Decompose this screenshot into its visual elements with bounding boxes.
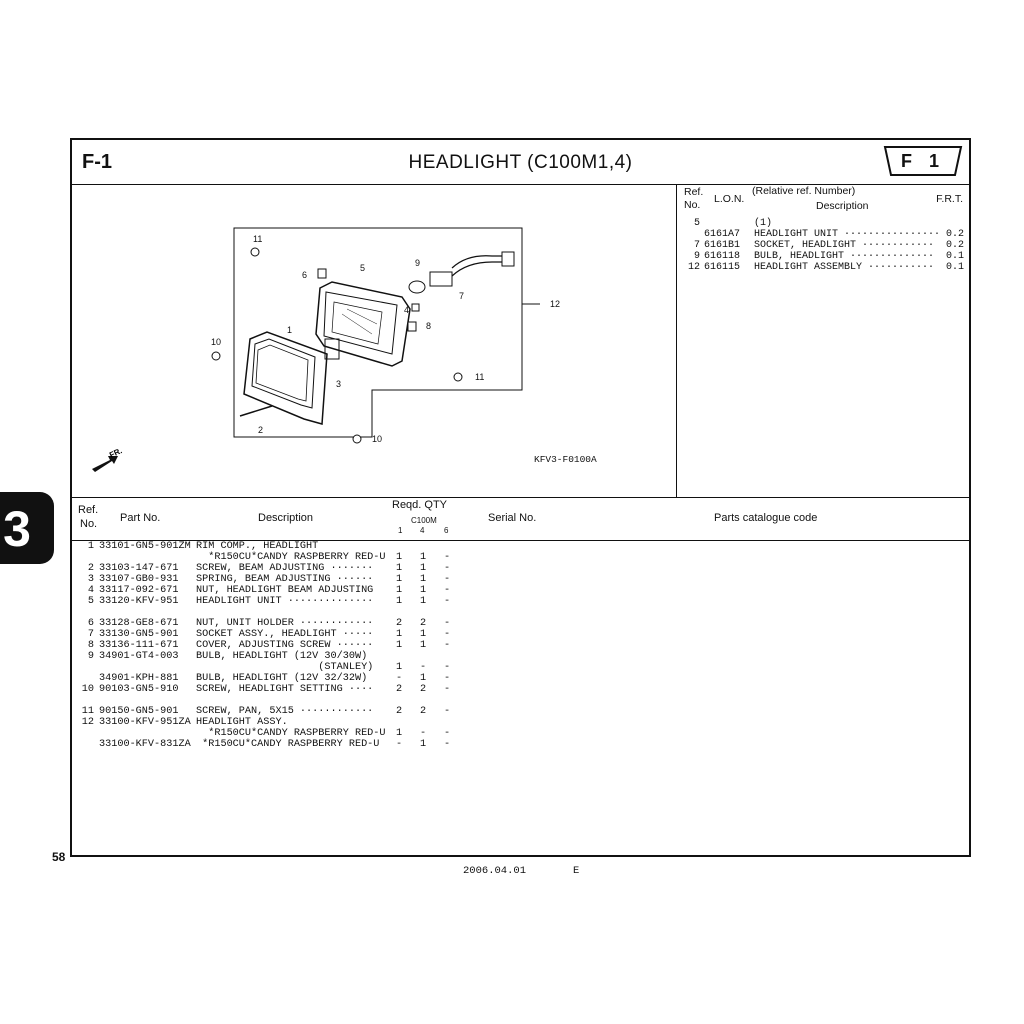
part-ref-cell: 12 xyxy=(81,717,94,728)
parts-row xyxy=(72,717,969,728)
part-number-cell: 33100-KFV-951ZA xyxy=(99,717,191,728)
part-desc-cell: NUT, UNIT HOLDER ············ xyxy=(196,618,374,629)
parts-catalogue-header: Parts catalogue code xyxy=(714,512,818,524)
part-desc-cell: SCREW, PAN, 5X15 ············ xyxy=(196,706,374,717)
qty-4-cell: 1 xyxy=(419,673,427,684)
svg-text:5: 5 xyxy=(360,263,366,273)
svg-text:6: 6 xyxy=(302,270,308,280)
frt-lon-cell: 6161A7 xyxy=(704,229,741,240)
parts-page-frame xyxy=(70,138,971,857)
parts-row xyxy=(72,651,969,662)
part-desc-cell: (STANLEY) xyxy=(196,662,374,673)
qty-1-cell: 1 xyxy=(395,596,403,607)
qty-1-cell: 2 xyxy=(395,618,403,629)
part-ref-cell: 4 xyxy=(87,585,94,596)
part-number-cell: 33136-111-671 xyxy=(99,640,179,651)
part-desc-cell: NUT, HEADLIGHT BEAM ADJUSTING xyxy=(196,585,374,596)
qty-4-cell: 1 xyxy=(419,574,427,585)
part-number-cell: 33117-092-671 xyxy=(99,585,179,596)
frt-desc-cell: HEADLIGHT UNIT ················ xyxy=(754,229,941,240)
part-desc-cell: *R150CU*CANDY RASPBERRY RED-U xyxy=(196,728,386,739)
parts-model-header: C100M xyxy=(411,516,437,525)
print-date: 2006.04.01 xyxy=(463,865,527,877)
part-desc-cell: BULB, HEADLIGHT (12V 30/30W) xyxy=(196,651,368,662)
frt-section xyxy=(72,184,967,497)
section-tab-number: 3 xyxy=(3,501,31,557)
part-number-cell: 90103-GN5-910 xyxy=(99,684,179,695)
parts-qty-header: Reqd. QTY xyxy=(392,499,448,511)
section-tab xyxy=(0,492,54,564)
frt-desc-cell: (1) xyxy=(754,218,773,229)
parts-row xyxy=(72,739,969,750)
part-number-cell: 33100-KFV-831ZA xyxy=(99,739,191,750)
parts-row xyxy=(72,618,969,629)
frt-desc-header: Description xyxy=(816,200,869,212)
qty-1-cell: 1 xyxy=(395,552,403,563)
frt-ref-cell: 12 xyxy=(687,262,700,273)
part-number-cell: 33107-GB0-931 xyxy=(99,574,179,585)
svg-text:FR.: FR. xyxy=(108,446,124,460)
section-badge xyxy=(883,145,963,179)
parts-row xyxy=(72,596,969,607)
frt-value-cell: 0.2 xyxy=(945,240,964,251)
parts-row xyxy=(72,574,969,585)
part-desc-cell: SCREW, BEAM ADJUSTING ······· xyxy=(196,563,374,574)
part-desc-cell: *R150CU*CANDY RASPBERRY RED-U xyxy=(196,552,386,563)
qty-6-cell: - xyxy=(443,585,451,596)
frt-row xyxy=(676,240,967,251)
svg-text:11: 11 xyxy=(253,234,263,244)
frt-value-cell: 0.1 xyxy=(945,251,964,262)
frt-desc-cell: SOCKET, HEADLIGHT ············ xyxy=(754,240,935,251)
qty-4-cell: 1 xyxy=(419,629,427,640)
qty-6-cell: - xyxy=(443,552,451,563)
qty-4-cell: 1 xyxy=(419,640,427,651)
section-badge-label: F 1 xyxy=(900,151,945,171)
qty-4-cell: - xyxy=(419,728,427,739)
parts-row xyxy=(72,706,969,717)
parts-table-header xyxy=(72,497,969,541)
page-header xyxy=(72,140,969,185)
qty-1-cell: 1 xyxy=(395,574,403,585)
part-ref-cell: 1 xyxy=(87,541,94,552)
frt-row xyxy=(676,218,967,229)
parts-row xyxy=(72,629,969,640)
qty-6-cell: - xyxy=(443,618,451,629)
frt-frt-header: F.R.T. xyxy=(936,193,963,205)
parts-row xyxy=(72,662,969,673)
parts-row xyxy=(72,684,969,695)
parts-table-body xyxy=(72,541,969,750)
qty-6-cell: - xyxy=(443,684,451,695)
qty-4-cell: 2 xyxy=(419,706,427,717)
part-desc-cell: SOCKET ASSY., HEADLIGHT ····· xyxy=(196,629,374,640)
parts-row xyxy=(72,640,969,651)
part-number-cell: 33120-KFV-951 xyxy=(99,596,179,607)
qty-6-cell: - xyxy=(443,563,451,574)
part-number-cell: 33130-GN5-901 xyxy=(99,629,179,640)
part-ref-cell: 2 xyxy=(87,563,94,574)
frt-rows xyxy=(676,218,967,273)
frt-lon-cell: 6161B1 xyxy=(704,240,741,251)
part-number-cell: 90150-GN5-901 xyxy=(99,706,179,717)
qty-1-cell: 2 xyxy=(395,684,403,695)
frt-desc-cell: HEADLIGHT ASSEMBLY ··········· xyxy=(754,262,935,273)
frt-ref-cell: 9 xyxy=(693,251,700,262)
part-ref-cell: 7 xyxy=(87,629,94,640)
part-number-cell: 33128-GE8-671 xyxy=(99,618,179,629)
qty-1-cell: 1 xyxy=(395,662,403,673)
part-ref-cell: 11 xyxy=(81,706,94,717)
qty-1-cell: - xyxy=(395,673,403,684)
frt-ref-header: Ref. xyxy=(684,186,704,198)
svg-text:1: 1 xyxy=(287,325,293,335)
qty-6-cell: - xyxy=(443,728,451,739)
part-ref-cell: 8 xyxy=(87,640,94,651)
frt-value-cell: 0.2 xyxy=(945,229,964,240)
edition-code: E xyxy=(573,865,580,877)
part-desc-cell: SPRING, BEAM ADJUSTING ······ xyxy=(196,574,374,585)
parts-row xyxy=(72,552,969,563)
page-title: HEADLIGHT (C100M1,4) xyxy=(408,152,633,173)
qty-4-cell: - xyxy=(419,662,427,673)
svg-text:2: 2 xyxy=(258,425,264,435)
qty-1-cell: 1 xyxy=(395,640,403,651)
frt-value-cell: 0.1 xyxy=(945,262,964,273)
frt-no-header: No. xyxy=(684,199,701,211)
qty-4-cell: 2 xyxy=(419,684,427,695)
parts-serial-header: Serial No. xyxy=(488,512,537,524)
parts-row xyxy=(72,541,969,552)
qty-4-cell: 1 xyxy=(419,739,427,750)
part-number-cell: 34901-KPH-881 xyxy=(99,673,179,684)
part-desc-cell: BULB, HEADLIGHT (12V 32/32W) xyxy=(196,673,368,684)
qty-4-cell: 1 xyxy=(419,563,427,574)
part-ref-cell: 10 xyxy=(81,684,94,695)
svg-text:7: 7 xyxy=(459,291,465,301)
svg-text:12: 12 xyxy=(550,299,561,309)
svg-text:8: 8 xyxy=(426,321,432,331)
part-desc-cell: HEADLIGHT ASSY. xyxy=(196,717,288,728)
svg-text:10: 10 xyxy=(372,434,383,444)
part-desc-cell: HEADLIGHT UNIT ·············· xyxy=(196,596,374,607)
parts-row xyxy=(72,585,969,596)
frt-row xyxy=(676,262,967,273)
qty-1-cell: - xyxy=(395,739,403,750)
svg-text:9: 9 xyxy=(415,258,421,268)
qty-6-cell: - xyxy=(443,596,451,607)
qty-6-cell: - xyxy=(443,574,451,585)
diagram-code: KFV3-F0100A xyxy=(534,454,597,465)
svg-text:3: 3 xyxy=(336,379,342,389)
part-ref-cell: 5 xyxy=(87,596,94,607)
qty-1-cell: 2 xyxy=(395,706,403,717)
frt-desc-cell: BULB, HEADLIGHT ·············· xyxy=(754,251,935,262)
svg-text:10: 10 xyxy=(211,337,222,347)
parts-col-6: 6 xyxy=(444,526,449,535)
row-spacer xyxy=(72,695,969,706)
qty-6-cell: - xyxy=(443,706,451,717)
frt-ref-cell: 7 xyxy=(693,240,700,251)
qty-4-cell: 2 xyxy=(419,618,427,629)
qty-1-cell: 1 xyxy=(395,585,403,596)
parts-row xyxy=(72,563,969,574)
frt-lon-cell: 616115 xyxy=(704,262,741,273)
qty-4-cell: 1 xyxy=(419,596,427,607)
qty-1-cell: 1 xyxy=(395,728,403,739)
qty-1-cell: 1 xyxy=(395,563,403,574)
part-desc-cell: RIM COMP., HEADLIGHT xyxy=(196,541,319,552)
qty-4-cell: 1 xyxy=(419,585,427,596)
parts-ref-header: Ref. xyxy=(78,504,99,516)
frt-lon-header: L.O.N. xyxy=(714,193,745,205)
parts-no-header: No. xyxy=(80,518,98,530)
svg-text:4: 4 xyxy=(404,305,410,315)
parts-col-4: 4 xyxy=(420,526,425,535)
frt-ref-cell: 5 xyxy=(693,218,700,229)
svg-text:11: 11 xyxy=(475,372,485,382)
qty-1-cell: 1 xyxy=(395,629,403,640)
part-desc-cell: COVER, ADJUSTING SCREW ······ xyxy=(196,640,374,651)
part-number-cell: 34901-GT4-003 xyxy=(99,651,179,662)
part-number-cell: 33101-GN5-901ZM xyxy=(99,541,191,552)
qty-6-cell: - xyxy=(443,662,451,673)
row-spacer xyxy=(72,607,969,618)
parts-row xyxy=(72,673,969,684)
frt-row xyxy=(676,251,967,262)
part-ref-cell: 9 xyxy=(87,651,94,662)
parts-partno-header: Part No. xyxy=(120,512,161,524)
frt-row xyxy=(676,229,967,240)
qty-6-cell: - xyxy=(443,640,451,651)
frt-header xyxy=(676,184,967,216)
part-ref-cell: 3 xyxy=(87,574,94,585)
parts-row xyxy=(72,728,969,739)
section-code: F-1 xyxy=(82,151,112,173)
qty-4-cell: 1 xyxy=(419,552,427,563)
frt-lon-cell: 616118 xyxy=(704,251,741,262)
parts-desc-header: Description xyxy=(258,512,314,524)
part-number-cell: 33103-147-671 xyxy=(99,563,179,574)
qty-6-cell: - xyxy=(443,739,451,750)
part-desc-cell: *R150CU*CANDY RASPBERRY RED-U xyxy=(196,739,380,750)
part-desc-cell: SCREW, HEADLIGHT SETTING ···· xyxy=(196,684,374,695)
qty-6-cell: - xyxy=(443,629,451,640)
frt-relative-header: (Relative ref. Number) xyxy=(752,185,856,197)
part-ref-cell: 6 xyxy=(87,618,94,629)
qty-6-cell: - xyxy=(443,673,451,684)
page-number: 58 xyxy=(52,850,66,864)
parts-col-1: 1 xyxy=(398,526,403,535)
